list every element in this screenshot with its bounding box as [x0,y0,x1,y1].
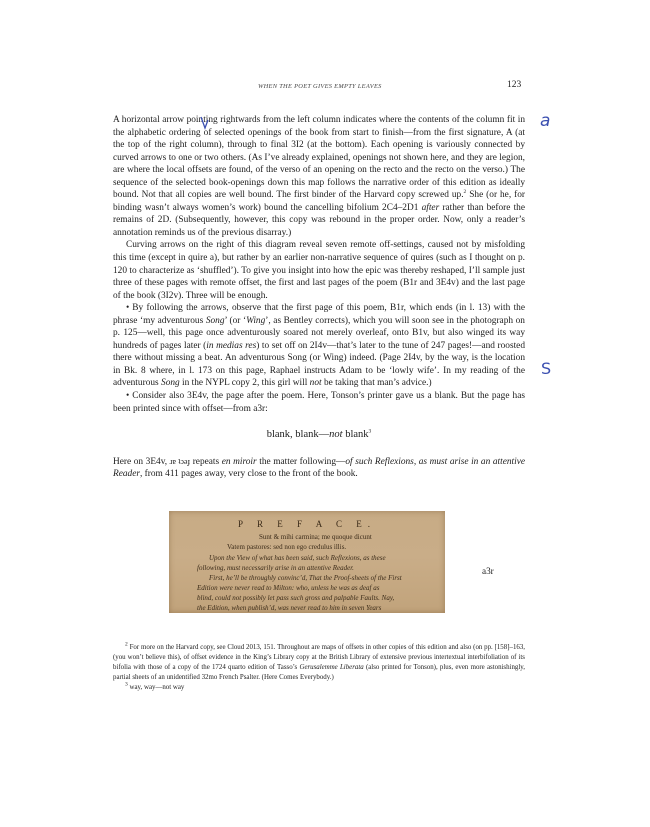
footnote-3 [113,683,525,693]
figure-line-5: First, he’ll be throughly convinc’d, That the Proof-sheets of the First [209,574,402,582]
paragraph-1-end: rather than before the remains of 2D. (Subsequently, however, this copy was rebound in the proper order. Now, only a reader’s annotation reminds us of the previous disarray.) [113,202,525,238]
footnote-2-text-a: For more on the Harvard copy, see Cloud 2013, 151. Throughout are maps of offsets in other copies of this edition and also (on pp. [158]–163, (you won’t believe this), of offset evidence in the King’s Library copy at the British Library of extensive previous intertextual interbifoliation of its bifolia with those of a copy of the 1724 quarto edition of Tasso’s [113,644,526,672]
paragraph-3-d: , from 411 pages away, very close to the front of the book. [139,469,358,480]
figure-signature-label: a3r [482,566,494,576]
figure-line-7: blind, could not possibly let pass such gross and palpable Faults. Nay, [197,594,395,602]
figure-line-3: Upon the View of what has been said, such Reflexions, as these [209,554,386,562]
figure-line-6: Edition were never read to Milton: who, unless he was as deaf as [197,584,380,592]
figure-line-1: Sunt & mihi carmina; me quoque dicunt [259,533,372,541]
italic-en-miroir: en miroir [221,456,257,467]
blank-line [113,429,525,442]
figure-line-8: the Edition, when publish’d, was never read to him in seven Years [197,604,382,612]
paragraph-1-cont: She (or he, for binding wasn’t always women’s work) bound the cancelling bifolium 2C4–2D1 [113,190,525,213]
italic-in-medias-res: in medias res [206,340,257,351]
italic-wing: Wing [246,315,266,326]
running-head: WHEN THE POET GIVES EMPTY LEAVES [258,83,382,90]
bullet-1-text-c: ’, as Bentley corrects), which you will soon see in the photograph on p. 125—well, this page once adventurously soared not merely overleaf, onto B1v, but also winged its way hundreds of pages later ( [113,315,525,351]
bullet-1-text-b: ’ (or ‘ [224,315,247,326]
footnote-3-text: way, way—not way [129,684,185,692]
paragraph-3-b: repeats [190,456,222,467]
italic-after: after [421,202,440,213]
footnote-2-mark: 2 [125,641,128,648]
figure-line-2: Vatem pastores: sed non ego credulus illis. [227,543,347,551]
footnote-2-text-b: (also printed for Tonson), plus, even more astonishingly, partial sheets of an unidentified 32mo French Psalter. (Here Comes Everybody.) [113,664,525,682]
blank-line-post: blank [342,429,369,441]
italic-song-2: Song [161,378,180,389]
paragraph-3 [113,456,525,481]
footnote-ref-2: 2 [463,189,467,196]
preface-offset-photo [169,511,445,613]
blank-line-not: not [329,429,343,441]
handwritten-mark-middle: S [541,359,552,378]
handwritten-tick-mark [199,116,209,130]
bullet-1-text-a: By following the arrows, observe that the first page of this poem, B1r, which ends (in l. 13) with the phrase ‘my adventurous [113,303,525,326]
page-number: 123 [507,80,522,90]
footnote-2 [113,643,525,683]
footnotes [113,643,525,693]
paragraph-1-text: A horizontal arrow pointing rightwards from the left column indicates where the contents of the column fit in the alphabetic ordering of selected openings of the book from start to finish—from the first signature, A (at the top of the right column), through to final 3I2 (at the bottom). Each opening is variously connected by curved arrows to one or two others. (As I’ve already explained, openings not shown here, and they are legion, are where the local offsets are found, of the verso of an opening on the recto and the recto on the verso.) The sequence of the selected book-openings down this map follows the narrative order of this edition as ideally bound. Not that all copies are well bound. The first binder of the Harvard copy screwed up. [113,115,525,201]
bullet-paragraph-1 [113,302,525,390]
handwritten-mark-top: a [540,111,551,131]
bullet-1-text-e: in the NYPL copy 2, this girl will [179,378,310,389]
paragraph-1 [113,114,525,239]
figure-line-4: following, must necessarily arise in an attentive Reader. [197,564,354,572]
paragraph-3-a: Here on 3E4v, [113,456,170,467]
footnote-3-mark: 3 [125,682,128,689]
bullet-1-text-d: ) to set off on 2I4v—that’s later to the tune of 247 pages!—and roosted there without missing a beat. An adventurous Song (or Wing) indeed. (Page 2I4v, by the way, is the location in Bk. 8 where, in l. 173 on this page, Raphael instructs Adam to be ‘lowly wife’. In my reading of the adventurous [113,340,525,389]
bullet-paragraph-2: • Consider also 3E4v, the page after the poem. Here, Tonson’s printer gave us a blank. But the page has been printed since with offset—from a3r: [113,390,525,415]
paragraph-3-c: the matter following— [256,456,346,467]
italic-not: not [309,378,322,389]
footnote-ref-3: 3 [368,428,372,435]
italic-quote: of such Reflexions, as must arise in an attentive Reader [113,456,526,480]
bullet-1-text-f: be taking that man’s advice.) [321,378,432,389]
figure-preface-title: P R E F A C E. [238,519,376,529]
footnote-2-italic: Gerusalemme Liberata [299,664,364,672]
paragraph-2: Curving arrows on the right of this diagram reveal seven remote off-settings, caused not by misfolding this time (except in quire a), but rather by an earlier non-narrative sequence of quires (such as I thought on p. 120 to characterize as ‘shuffled’). To give you insight into how the epic was thereby reshaped, I’ll sample just three of these pages with remote offset, the first and last pages of the poem (B1r and 3E4v) and the last page of the book (3I2v). Three will be enough. [113,240,525,301]
body-text [113,114,525,481]
mirror-text: ɹɐ ʇɔǝɟ [169,456,191,466]
italic-song: Song [205,315,225,326]
blank-line-pre: blank, blank— [266,429,330,441]
